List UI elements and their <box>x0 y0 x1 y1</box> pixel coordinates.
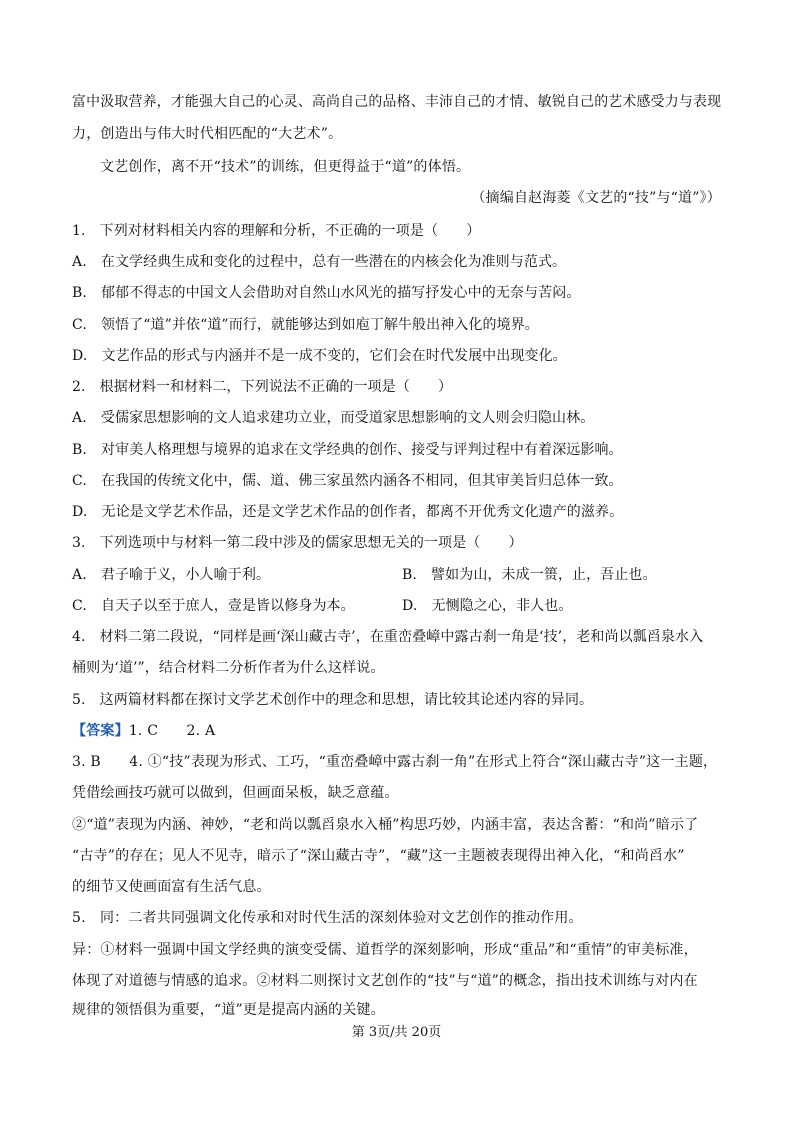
passage-line-2: 力，创造出与伟大时代相匹配的“大艺术”。 <box>72 126 343 142</box>
question-3-option-c: C. 自天子以至于庶人，壹是皆以修身为本。 <box>72 598 355 614</box>
question-4-line-2: 桶则为‘道’”，结合材料二分析作者为什么这样说。 <box>72 660 385 676</box>
answer-line-5: “古寺”的存在；见人不见寺，暗示了“深山藏古寺”，“藏”这一主题被表现得出神入化，“和尚舀水” <box>72 848 685 864</box>
answer-line-3: 凭借绘画技巧就可以做到，但画面呆板，缺乏意蕴。 <box>72 785 399 801</box>
question-3-option-d: D. 无恻隐之心，非人也。 <box>402 598 573 614</box>
question-3-option-a: A. 君子喻于义，小人喻于利。 <box>72 567 271 583</box>
answer-line-6: 的细节又使画面富有生活气息。 <box>72 879 271 895</box>
question-5-stem: 5. 这两篇材料都在探讨文学艺术创作中的理念和思想，请比较其论述内容的异同。 <box>72 692 594 708</box>
question-2-option-c: C. 在我国的传统文化中，儒、道、佛三家虽然内涵各不相同，但其审美旨归总体一致。 <box>72 473 623 489</box>
answer-text-1: 1. C 2. A <box>128 723 216 739</box>
question-3-option-b: B. 譬如为山，未成一篑，止，吾止也。 <box>402 567 657 583</box>
passage-line-1: 富中汲取营养，才能强大自己的心灵、高尚自己的品格、丰沛自己的才情、敏锐自己的艺术感受力与表现 <box>72 94 722 110</box>
answer-line-1 <box>72 721 215 741</box>
passage-source: （摘编自赵海菱《文艺的“技”与“道”》） <box>471 190 721 206</box>
answer-label: 【答案】 <box>72 723 129 739</box>
question-1-stem: 1. 下列对材料相关内容的理解和分析，不正确的一项是（ ） <box>72 223 481 239</box>
question-1-option-b: B. 郁郁不得志的中国文人会借助对自然山水风光的描写抒发心中的无奈与苦闷。 <box>72 285 581 301</box>
question-1-option-a: A. 在文学经典生成和变化的过程中，总有一些潜在的内核会化为准则与范式。 <box>72 254 567 270</box>
question-4-line-1: 4. 材料二第二段说，“同样是画‘深山藏古寺’，在重峦叠嶂中露古刹一角是‘技’，老和尚以瓢舀泉水入 <box>72 629 704 645</box>
page-number: 第 3页/共 20页 <box>351 1025 442 1040</box>
question-1-option-c: C. 领悟了“道”并依“道”而行，就能够达到如庖丁解牛般出神入化的境界。 <box>72 317 539 333</box>
question-3-stem: 3. 下列选项中与材料一第二段中涉及的儒家思想无关的一项是（ ） <box>72 535 523 551</box>
question-1-option-d: D. 文艺作品的形式与内涵并不是一成不变的，它们会在时代发展中出现变化。 <box>72 348 567 364</box>
passage-line-3: 文艺创作，离不开“技术”的训练，但更得益于“道”的体悟。 <box>100 159 471 175</box>
question-2-stem: 2. 根据材料一和材料二，下列说法不正确的一项是（ ） <box>72 379 453 395</box>
answer-line-7: 5. 同：二者共同强调文化传承和对时代生活的深刻体验对文艺创作的推动作用。 <box>72 910 583 926</box>
question-2-option-a: A. 受儒家思想影响的文人追求建功立业，而受道家思想影响的文人则会归隐山林。 <box>72 410 595 426</box>
answer-line-2: 3. B 4. ①“技”表现为形式、工巧，“重峦叠嶂中露古刹一角”在形式上符合“深山藏古寺”这一主题， <box>72 754 718 770</box>
answer-line-9: 体现了对道德与情感的追求。②材料二则探讨文艺创作的“技”与“道”的概念，指出技术训练与对内在 <box>72 973 698 989</box>
question-2-option-b: B. 对审美人格理想与境界的追求在文学经典的创作、接受与评判过程中有着深远影响。 <box>72 442 623 458</box>
question-2-option-d: D. 无论是文学艺术作品，还是文学艺术作品的创作者，都离不开优秀文化遗产的滋养。 <box>72 504 624 520</box>
answer-line-4: ②“道”表现为内涵、神妙，“老和尚以瓢舀泉水入桶”构思巧妙，内涵丰富，表达含蓄：“和尚”暗示了 <box>72 817 699 833</box>
answer-line-8: 异：①材料一强调中国文学经典的演变受儒、道哲学的深刻影响，形成“重品”和“重情”的审美标准， <box>72 942 698 958</box>
answer-line-10: 规律的领悟俱为重要，“道”更是提高内涵的关键。 <box>72 1002 385 1018</box>
